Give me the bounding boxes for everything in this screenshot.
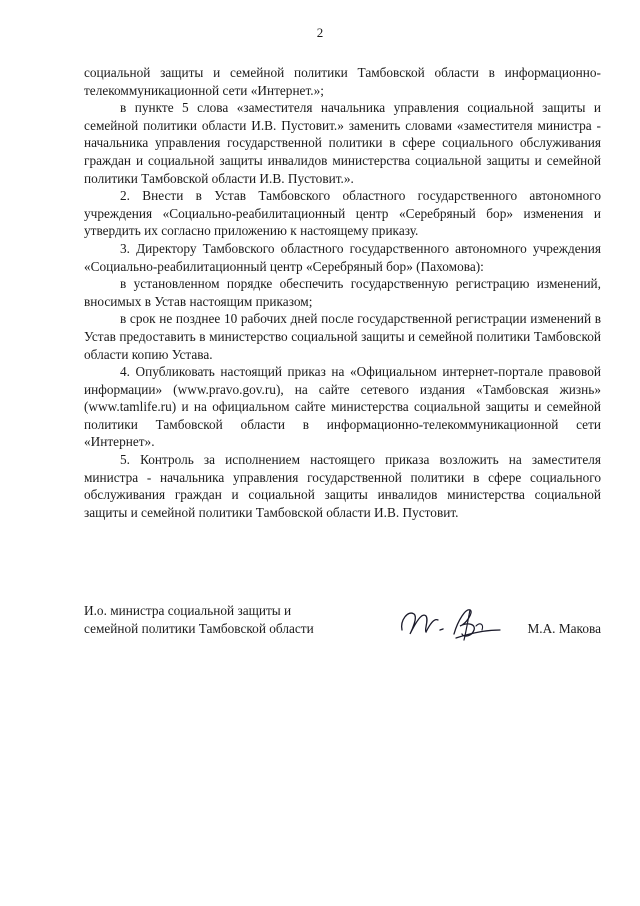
signatory-title [84,602,364,638]
document-body [84,64,601,521]
paragraph-item-3-registration: в установленном порядке обеспечить государственную регистрацию изменений, вносимых в Устав настоящим приказом; [84,276,601,309]
paragraph-item-3: 3. Директору Тамбовского областного государственного автономного учреждения «Социально-реабилитационный центр «Серебряный бор» (Пахомова): [84,240,601,274]
signatory-name: М.А. Макова [527,621,601,636]
page-number: 2 [316,25,324,40]
signature-block [84,602,601,662]
paragraph-item-5: 5. Контроль за исполнением настоящего приказа возложить на заместителя министра - начальника управления государственной политики в сфере социального обслуживания граждан и социальной защиты инвалидов министерства социальной защиты и семейной политики Тамбовской области И.В. Пустовит. [84,452,601,520]
handwritten-signature [396,600,506,644]
paragraph-item-2: 2. Внести в Устав Тамбовского областного государственного автономного учреждения «Социально-реабилитационный центр «Серебряный бор» изменения и утвердить их согласно приложению к настоящему приказу. [84,188,601,239]
paragraph-point-5-change: в пункте 5 слова «заместителя начальника управления социальной защиты и семейной политики области И.В. Пустовит.» заменить словами «заместителя министра - начальника управления государственной политики в сфере социального обслуживания граждан и социальной защиты инвалидов министерства социальной защиты и семейной политики Тамбовской области И.В. Пустовит.». [84,100,601,186]
paragraph-item-3-deadline: в срок не позднее 10 рабочих дней после государственной регистрации изменений в Устав предоставить в министерство социальной защиты и семейной политики Тамбовской области копию Устава. [84,311,601,362]
paragraph-item-4: 4. Опубликовать настоящий приказ на «Официальном интернет-портале правовой информации» (www.pravo.gov.ru), на сайте сетевого издания «Тамбовская жизнь» (www.tamlife.ru) и на официальном сайте министерства социальной защиты и семейной политики Тамбовской области в информационно-телекоммуникационной сети «Интернет». [84,364,601,450]
signatory-title-line-1: И.о. министра социальной защиты и [84,603,292,618]
signatory-title-line-2: семейной политики Тамбовской области [84,621,314,636]
paragraph-continuation: социальной защиты и семейной политики Тамбовской области в информационно-телекоммуникационной сети «Интернет.»; [84,65,601,98]
